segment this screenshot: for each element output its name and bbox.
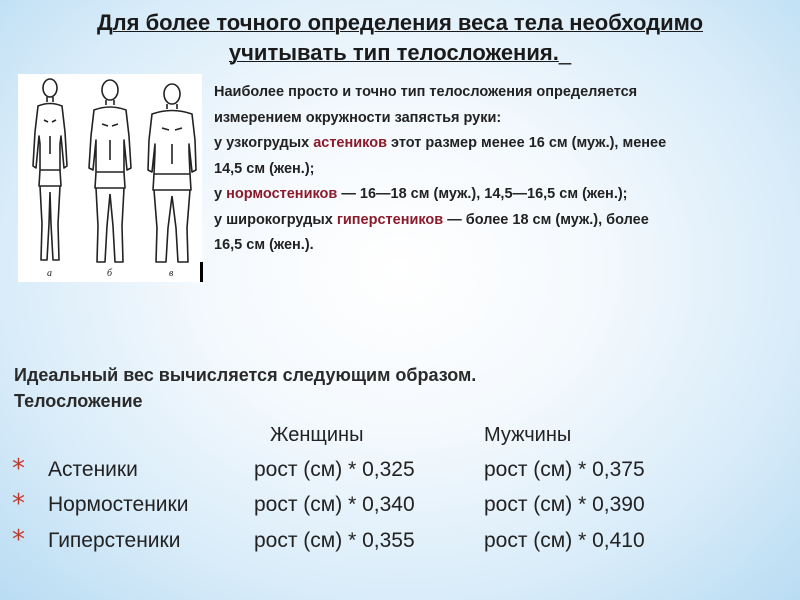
info-text: у	[214, 186, 227, 202]
info-text: у широкогрудых	[214, 211, 337, 228]
row-body-type: Гиперстеники	[48, 529, 181, 552]
row-women-formula: рост (см) * 0,340	[254, 493, 415, 516]
bullet-icon: *	[12, 525, 25, 555]
hypersthenic-term: гиперстеников	[336, 211, 444, 228]
men-column-header: Мужчины	[484, 424, 572, 446]
row-women-formula: рост (см) * 0,325	[254, 458, 415, 481]
slide-title	[0, 8, 800, 68]
body-types-illustration	[18, 74, 202, 282]
formula-intro	[14, 362, 476, 414]
info-line-6	[214, 208, 784, 234]
row-men-formula: рост (см) * 0,375	[484, 458, 645, 481]
info-text: — 16—18 см (муж.), 14,5—16,5 см (жен.);	[337, 186, 628, 202]
figure-asthenic	[33, 79, 67, 260]
info-line-5	[214, 182, 784, 208]
figure-hypersthenic	[148, 84, 196, 262]
bullet-icon: *	[12, 489, 25, 519]
title-line-2: учитывать тип телосложения.	[228, 40, 559, 65]
info-line-2: измерением окружности запястья руки:	[214, 109, 502, 126]
table-row-hypersthenic	[0, 525, 800, 561]
bullet-icon: *	[12, 454, 25, 484]
info-text: — более 18 см (муж.), более	[443, 211, 649, 228]
table-row-asthenic	[0, 454, 800, 490]
normosthenic-term: нормостеников	[226, 186, 338, 202]
info-line-7: 16,5 см (жен.).	[214, 237, 314, 253]
formula-heading: Идеальный вес вычисляется следующим образом.	[14, 365, 477, 385]
row-men-formula: рост (см) * 0,390	[484, 493, 645, 516]
figure-label-c: в	[169, 268, 174, 279]
info-text: у узкогрудых	[214, 135, 314, 151]
body-type-description	[214, 80, 784, 259]
title-line-1: Для более точного определения веса тела необходимо	[96, 10, 704, 35]
row-women-formula: рост (см) * 0,355	[254, 529, 415, 552]
body-type-column-label: Телосложение	[14, 391, 143, 411]
table-row-normosthenic	[0, 489, 800, 525]
women-column-header: Женщины	[270, 424, 364, 446]
row-body-type: Астеники	[48, 458, 138, 481]
asthenic-term: астеников	[313, 135, 387, 151]
body-types-drawing	[18, 74, 202, 282]
divider-bar	[200, 262, 203, 282]
figure-label-a: а	[47, 268, 52, 279]
info-line-4: 14,5 см (жен.);	[214, 160, 315, 177]
info-text: этот размер менее 16 см (муж.), менее	[387, 135, 667, 151]
row-body-type: Нормостеники	[48, 493, 189, 516]
row-men-formula: рост (см) * 0,410	[484, 529, 645, 552]
figure-label-b: б	[107, 268, 113, 279]
figure-normosthenic	[89, 80, 131, 262]
info-line-1: Наиболее просто и точно тип телосложения определяется	[214, 84, 638, 100]
info-line-3	[214, 131, 784, 157]
title-dash: _	[558, 40, 572, 65]
